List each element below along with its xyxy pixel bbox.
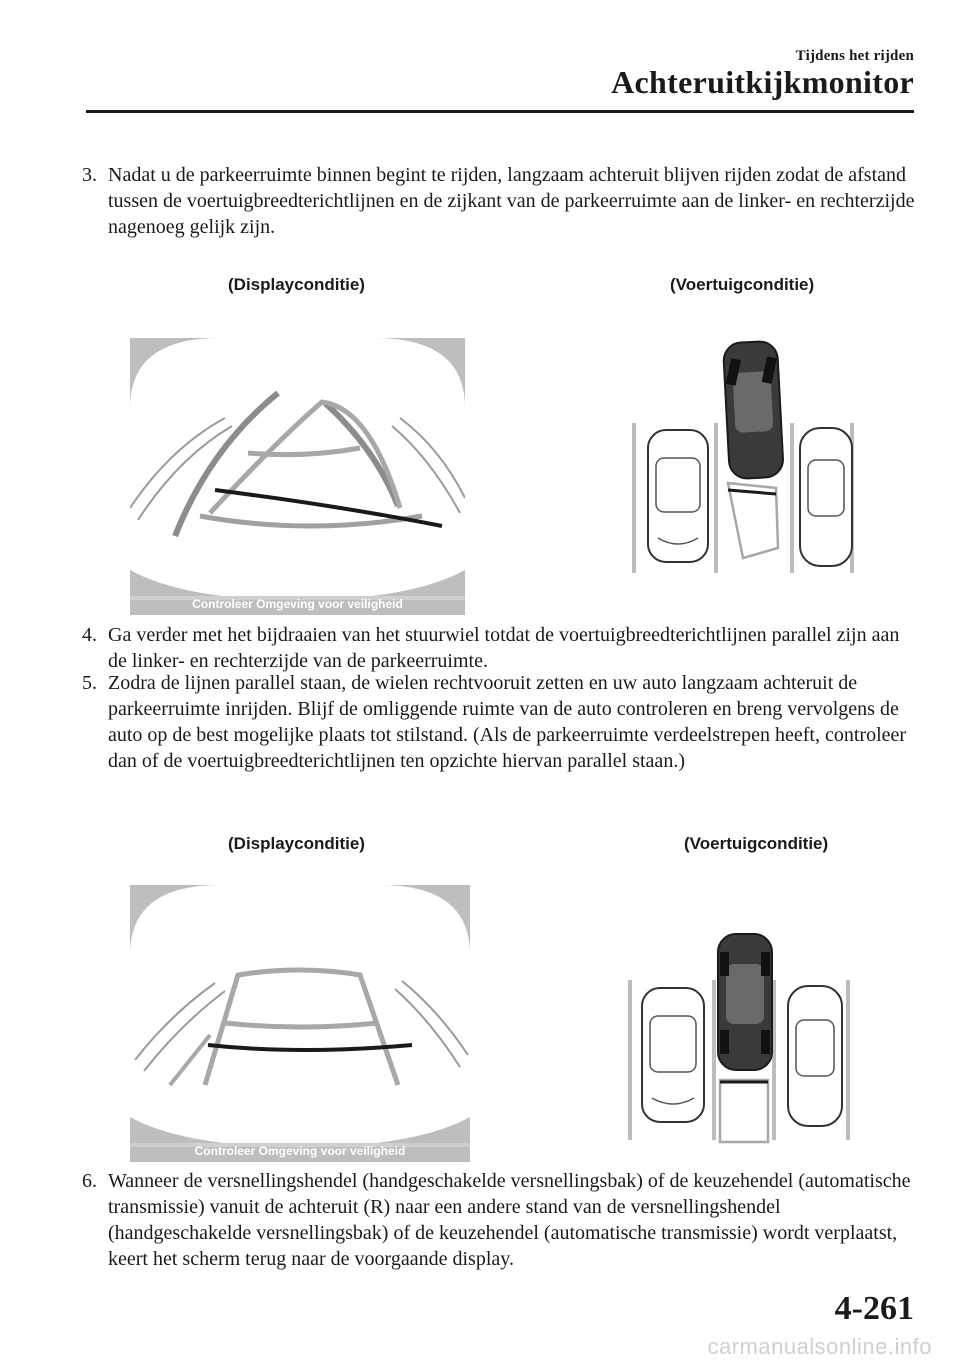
camera-view-graphic xyxy=(130,338,465,615)
step-4 xyxy=(82,622,922,674)
parked-car-right xyxy=(800,428,852,566)
reversing-car xyxy=(723,341,784,480)
guide-outline xyxy=(720,1080,768,1142)
parking-line xyxy=(632,423,636,573)
step-text: Nadat u de parkeerruimte binnen begint te rijden, langzaam achteruit blijven rijden zodat de afstand tussen de voertuigbreedterichtlijnen en de zijkant van de parkeerruimte aan de linker- en rechterzijde nagenoeg gelijk zijn. xyxy=(108,164,915,238)
vehicle-diagram-turning xyxy=(628,338,858,578)
parked-car-left xyxy=(648,430,708,562)
step-number: 5. xyxy=(82,672,97,694)
step-6 xyxy=(82,1168,922,1272)
reversing-car xyxy=(718,934,772,1070)
safety-warning: Controleer Omgeving voor veiligheid xyxy=(192,597,403,611)
header-section-label: Tijdens het rijden xyxy=(795,48,914,64)
step-text: Wanneer de versnellingshendel (handgeschakelde versnellingsbak) of de keuzehendel (automatische transmissie) vanuit de achteruit (R) naar een andere stand van de versnellingshendel (handgeschakelde versnellingsbak) of de keuzehendel (automatische transmissie) wordt verplaatst, keert het scherm terug naar de voorgaande display. xyxy=(108,1170,911,1270)
step-text: Ga verder met het bijdraaien van het stuurwiel totdat de voertuigbreedterichtlijnen parallel zijn aan de linker- en rechterzijde van de parkeerruimte. xyxy=(108,624,900,672)
guide-line xyxy=(728,490,776,494)
page-number: 4-261 xyxy=(834,1290,914,1327)
safety-warning: Controleer Omgeving voor veiligheid xyxy=(194,1144,406,1158)
parked-car-right xyxy=(788,986,842,1126)
step-number: 6. xyxy=(82,1170,97,1192)
step-text: Zodra de lijnen parallel staan, de wielen rechtvooruit zetten en uw auto langzaam achteruit de parkeerruimte inrijden. Blijf de omliggende ruimte van de auto controleren en breng vervolgens de auto op de best mogelijke plaats tot stilstand. (Als de parkeerruimte verdeelstrepen heeft, controleer dan of de voertuigbreedterichtlijnen ten opzichte hiervan parallel staan.) xyxy=(108,672,907,772)
parking-line xyxy=(712,980,716,1140)
vehicle-diagram-parallel xyxy=(624,930,854,1146)
step-number: 3. xyxy=(82,164,97,186)
page-title: Achteruitkijkmonitor xyxy=(611,64,914,100)
parking-line xyxy=(790,423,794,573)
vehicle-caption: (Voertuigconditie) xyxy=(670,275,815,294)
parking-line xyxy=(628,980,632,1140)
step-number: 4. xyxy=(82,624,97,646)
vehicle-caption: (Voertuigconditie) xyxy=(684,834,829,853)
camera-view-graphic xyxy=(130,885,470,1162)
watermark: carmanualsonline.info xyxy=(707,1334,932,1359)
camera-display-turning xyxy=(130,338,465,615)
display-caption: (Displayconditie) xyxy=(228,275,365,294)
step-5 xyxy=(82,670,922,774)
parking-line xyxy=(714,423,718,573)
display-caption: (Displayconditie) xyxy=(228,834,365,853)
header-divider xyxy=(86,110,914,113)
step-3 xyxy=(82,162,922,240)
parking-line xyxy=(846,980,850,1140)
camera-display-parallel xyxy=(130,885,470,1162)
parked-car-left xyxy=(642,988,704,1122)
